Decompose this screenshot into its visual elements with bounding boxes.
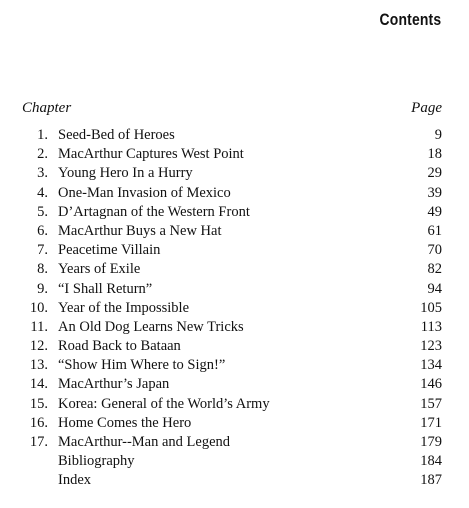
chapter-title: MacArthur--Man and Legend (58, 434, 231, 450)
chapter-title: MacArthur Buys a New Hat (58, 222, 222, 239)
page-number: 61 (427, 222, 442, 239)
toc-entry (22, 222, 442, 241)
chapter-title: Year of the Impossible (58, 299, 190, 316)
toc-entry (22, 126, 442, 145)
page-column-header: Page (411, 100, 442, 116)
chapter-title: MacArthur’s Japan (58, 376, 170, 393)
chapter-number: 11. (30, 318, 48, 335)
chapter-title: An Old Dog Learns New Tricks (58, 318, 244, 335)
page-number: 184 (420, 453, 442, 470)
toc-entry (22, 164, 442, 183)
chapter-title: Korea: General of the World’s Army (58, 395, 270, 412)
chapter-number: 5. (37, 203, 48, 220)
chapter-title: Road Back to Bataan (58, 338, 181, 355)
toc-entry (22, 184, 442, 203)
chapter-title: Peacetime Villain (58, 242, 161, 259)
chapter-number: 6. (37, 222, 48, 239)
chapter-title: Index (58, 472, 92, 489)
chapter-number: 17. (29, 434, 48, 450)
table-of-contents (22, 126, 442, 491)
column-headers (22, 100, 442, 120)
toc-entry (22, 318, 442, 337)
chapter-number: 8. (37, 261, 48, 278)
toc-entry (22, 203, 442, 222)
page-number: 179 (420, 434, 442, 450)
page-number: 82 (427, 261, 442, 278)
page-number: 70 (427, 242, 442, 259)
chapter-number: 14. (29, 376, 48, 393)
page-number: 9 (434, 127, 442, 143)
toc-entry (22, 471, 442, 490)
toc-entry (22, 395, 442, 414)
chapter-number: 7. (37, 242, 48, 259)
page-title: Contents (379, 10, 441, 29)
page-number: 113 (420, 318, 442, 335)
chapter-number: 12. (29, 338, 48, 355)
chapter-number: 9. (37, 280, 48, 297)
toc-entry (22, 433, 442, 452)
chapter-title: Bibliography (58, 453, 135, 470)
toc-entry (22, 375, 442, 394)
toc-entry (22, 414, 442, 433)
page-number: 157 (420, 395, 442, 412)
page-number: 187 (420, 472, 442, 489)
chapter-number: 10. (29, 299, 48, 316)
page-number: 18 (427, 146, 442, 163)
chapter-column-header: Chapter (22, 100, 72, 116)
chapter-title: “Show Him Where to Sign!” (58, 357, 226, 374)
chapter-number: 15. (29, 395, 48, 412)
chapter-title: Home Comes the Hero (58, 414, 192, 431)
page-number: 39 (427, 184, 442, 201)
chapter-number: 16. (29, 414, 48, 431)
toc-entry (22, 356, 442, 375)
toc-entry (22, 299, 442, 318)
chapter-number: 13. (29, 357, 48, 374)
chapter-title: MacArthur Captures West Point (58, 146, 244, 163)
page-number: 146 (420, 376, 442, 393)
chapter-title: Young Hero In a Hurry (58, 165, 193, 182)
chapter-title: One-Man Invasion of Mexico (58, 184, 231, 201)
page-number: 134 (420, 357, 442, 374)
chapter-number: 4. (37, 184, 48, 201)
chapter-title: Years of Exile (58, 261, 141, 278)
chapter-title: Seed-Bed of Heroes (58, 127, 175, 143)
toc-entry (22, 280, 442, 299)
page-number: 105 (420, 299, 442, 316)
page-number: 171 (420, 414, 442, 431)
toc-entry (22, 337, 442, 356)
chapter-title: “I Shall Return” (58, 280, 153, 297)
toc-entry (22, 241, 442, 260)
page-number: 49 (427, 203, 442, 220)
page-number: 94 (427, 280, 442, 297)
chapter-number: 2. (37, 146, 48, 163)
toc-entry (22, 260, 442, 279)
chapter-title: D’Artagnan of the Western Front (58, 203, 250, 220)
chapter-number: 1. (37, 127, 48, 143)
chapter-number: 3. (37, 165, 48, 182)
toc-entry (22, 145, 442, 164)
page-number: 29 (427, 165, 442, 182)
page-number: 123 (420, 338, 442, 355)
toc-entry (22, 452, 442, 471)
